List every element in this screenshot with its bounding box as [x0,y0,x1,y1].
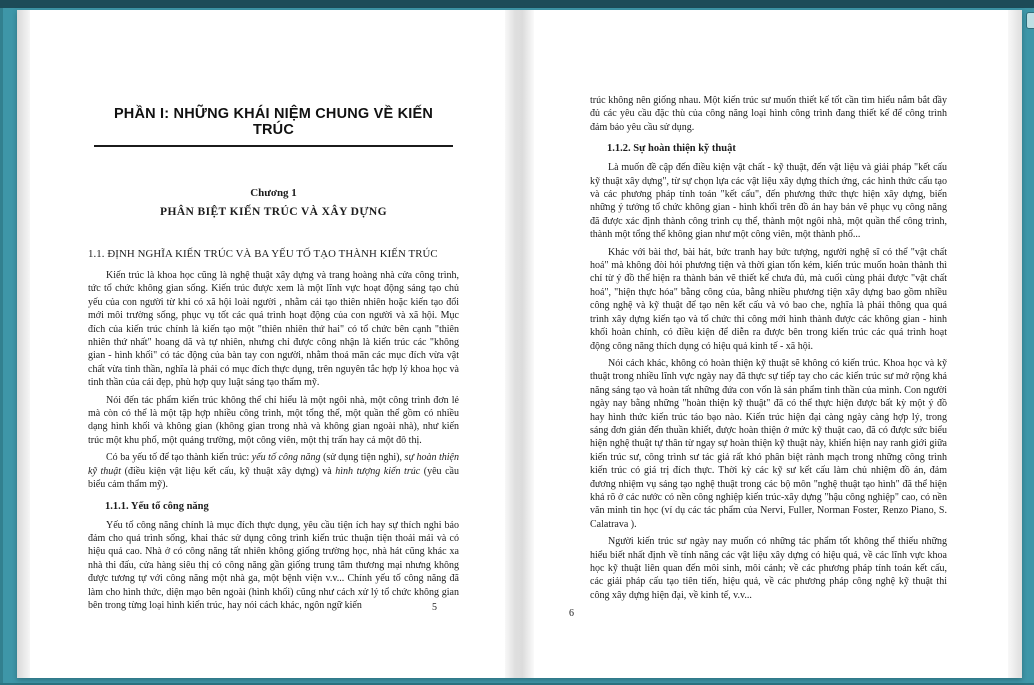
paragraph-segment: Có ba yếu tố để tạo thành kiến trúc: [106,452,252,464]
subsection-heading-1-1-2: 1.1.2. Sự hoàn thiện kỹ thuật [607,143,736,155]
paragraph: Yếu tố công năng chính là mục đích thực dụng, yêu cầu tiện ích hay sự thích nghi bảo đảm cho quá trình sống, khai thác sử dụng công trình kiến trúc thuận tiện thoải mái và có hiệu quả cao. Nhà ở có công năng tất nhiên không giống trường học, nhà hát cũng khác xa nhà thi đấu, cửa hàng siêu thị có công năng gần giống trung tâm thương mại nhưng không được tương tự với công năng một nhà ga, một bệnh viện v.v... Chính yếu tố công năng đã làm cho hình thức, diện mạo bên ngoài (hình khối) cũng như cách xử lý tổ chức không gian bên trong từng loại hình kiến trúc, hay nói cách khác, ngôn ngữ kiến [88,519,459,611]
screen-left-edge [0,8,3,685]
paragraph-segment-italic: yếu tố công năng [251,452,321,464]
paragraph-segment-italic: hình tượng kiến trúc [335,465,421,477]
book-spread [17,10,1022,678]
left-page-content [88,98,459,612]
paragraph-segment-italic: sự hoàn thiện kỹ thuật [88,452,459,477]
paragraph: Kiến trúc là khoa học cũng là nghệ thuật xây dựng và trang hoàng nhà cửa công trình, tức tổ chức không gian sống. Kiến trúc được xem là một lĩnh vực hoạt động sáng tạo chủ yếu của con người từ khi có xã hội loài người , nhằm cải tạo thiên nhiên hoặc kiến tạo đổi mới môi trường sống, phục vụ tốt các quá trình hoạt động của con người và xã hội. Mục đích của kiến trúc chính là kiến tạo một "thiên nhiên thứ hai" có tổ chức bên cạnh "thiên nhiên thứ nhất" hoang dã và tự nhiên, nhưng chỉ được công nhận là kiến trúc các "không gian - hình khối" có tác động của bàn tay con người, nhằm thoả mãn các mục đích vừa vật chất vừa tinh thần, nghĩa là phải có mục đích thực dụng, trên nguyên tắc hợp lý khoa học và tinh thần của cái đẹp, phù hợp quy luật sáng tạo thẩm mỹ. [88,270,459,389]
paragraph: Người kiến trúc sư ngày nay muốn có những tác phẩm tốt không thể thiếu những hiểu biết nhất định về tính năng các vật liệu xây dựng có hiệu quả, về các lĩnh vực khoa học kỹ thuật liên quan đến môi sinh, môi cảnh; về các phương pháp tính toán kết cấu, các giải pháp cấu tạo tiên tiến, hiệu quả, về các phương pháp công nghệ kỹ thuật thi công xây dựng hiện đại, về kinh tế, v.v... [590,536,947,601]
book-spine-shadow [505,10,534,678]
page-left-edge-shadow [17,10,30,678]
paragraph-segment: (sử dụng tiện nghi), [320,452,405,464]
part-title: PHẦN I: NHỮNG KHÁI NIỆM CHUNG VỀ KIẾN TRÚC [94,106,453,147]
chapter-label: Chương 1 [250,187,297,199]
page-number-right: 6 [569,608,574,619]
paragraph: Nói cách khác, không có hoàn thiện kỹ thuật sẽ không có kiến trúc. Khoa học và kỹ thuật trong nhiều lĩnh vực ngày nay đã thực sự tiếp tay cho các kiến trúc sư mở rộng khả năng sáng tạo và hoàn tất những đứa con vốn là sản phẩm tinh thần của mình. Con người ngày nay bằng những "hoàn thiện kỹ thuật" đã có thể thực hiện được bất kỳ một ý đồ hay hình thức kiến trúc táo bạo nào. Kiến trúc hiện đại càng ngày càng hợp lý, trong sáng đơn giản đến thuần khiết, được hoàn thiện ở mức kỹ thuật cao, đã có được sức biểu hiện nghệ thuật tự thân từ ngay sự hoàn thiện kỹ thuật này, khiến hiện nay ranh giới giữa kiến trúc sư, công trình sư tác giả rất khó phân biệt rành mạch trong những công trình kiến trúc có giá trị đích thực. Thời kỳ các kỹ sư kết cấu làm chủ nhiệm đồ án, đảm đương nhiệm vụ sáng tạo nghệ thuật trong các bộ môn "nghệ thuật tạo hình" đã thể hiện khá rõ ở các nước có nền công nghiệp kiến trúc-xây dựng "hậu công nghiệp" cao, có nền văn minh tin học (ví dụ các tác phẩm của Nervi, Fuller, Norman Foster, Renzo Piano, S. Calatrava ). [590,357,947,530]
chapter-title: PHÂN BIỆT KIẾN TRÚC VÀ XÂY DỰNG [160,206,387,218]
paragraph-segment: (yêu cầu biểu cảm thẩm mỹ). [88,465,459,491]
paragraph: trúc không nên giống nhau. Một kiến trúc sư muốn thiết kế tốt cần tìm hiểu nắm bắt đầy đủ các yêu cầu đặc thù của công năng loại hình công trình đang thiết kế để công trình đảm bảo yêu cầu sử dụng. [590,95,947,133]
window-top-bar [0,0,1034,8]
paragraph-segment: (điều kiện vật liệu kết cấu, kỹ thuật xây dựng) và [121,465,336,477]
paragraph: Là muốn đề cập đến điều kiện vật chất - kỹ thuật, đến vật liệu và giải pháp "kết cấu kỹ thuật xây dựng", từ sự chọn lựa các vật liệu xây dựng thích ứng, các hình thức cấu tạo và các phương pháp tính toán "kết cấu", đến phương thức thực hiện xây dựng, biến những ý tưởng tổ chức không gian - hình khối trên đồ án hay bản vẽ phục vụ công năng đã được xác định thành công trình cụ thể, thành một ngôi nhà, một quần thể công trình, thành một tổng thể không gian như một công viên, một thành phố... [590,162,947,241]
paragraph [88,451,459,491]
right-page-content [590,94,947,602]
corner-control-button[interactable] [1026,12,1034,29]
section-heading-1-1: 1.1. ĐỊNH NGHĨA KIẾN TRÚC VÀ BA YẾU TỐ TẠO THÀNH KIẾN TRÚC [88,248,438,260]
paragraph: Nói đến tác phẩm kiến trúc không thể chỉ hiểu là một ngôi nhà, một công trình đơn lẻ mà còn có thể là một tập hợp nhiều công trình, một tổng thể, một quần thể gồm có nhiều dạng hình khối và không gian (không gian trong nhà và không gian ngoài nhà), như kiến trúc một khu phố, một quảng trường, một công viên, một thị trấn hay cả một đô thị. [88,394,459,446]
subsection-heading-1-1-1: 1.1.1. Yếu tố công năng [105,500,209,512]
page-right-edge-shadow [1008,10,1022,678]
page-number-left: 5 [432,602,437,613]
paragraph: Khác với bài thơ, bài hát, bức tranh hay bức tượng, người nghệ sĩ có thể "vật chất hoá" mà không đòi hỏi phương tiện và thời gian tốn kém, kiến trúc muốn hoàn thành thì chỉ từ ý đồ thể hiện ra thành bản vẽ thiết kế chưa đủ, mà cuối cùng phải được "vật chất hoá", "hiện thực hóa" bằng công của, bằng nhiều phương tiện xây dựng bao gồm nhiều công nghệ và kỹ thuật để tạo nên kết cấu và vỏ bao che, nghĩa là phải thông qua quá trình xây dựng kiến tạo và tổ chức thi công mới hình thành được các không gian - hình khối hoàn chỉnh, có điều kiện để diễn ra được bên trong kiến trúc các quá trình hoạt động công năng thích dụng có hiệu quả kinh tế - xã hội. [590,246,947,352]
